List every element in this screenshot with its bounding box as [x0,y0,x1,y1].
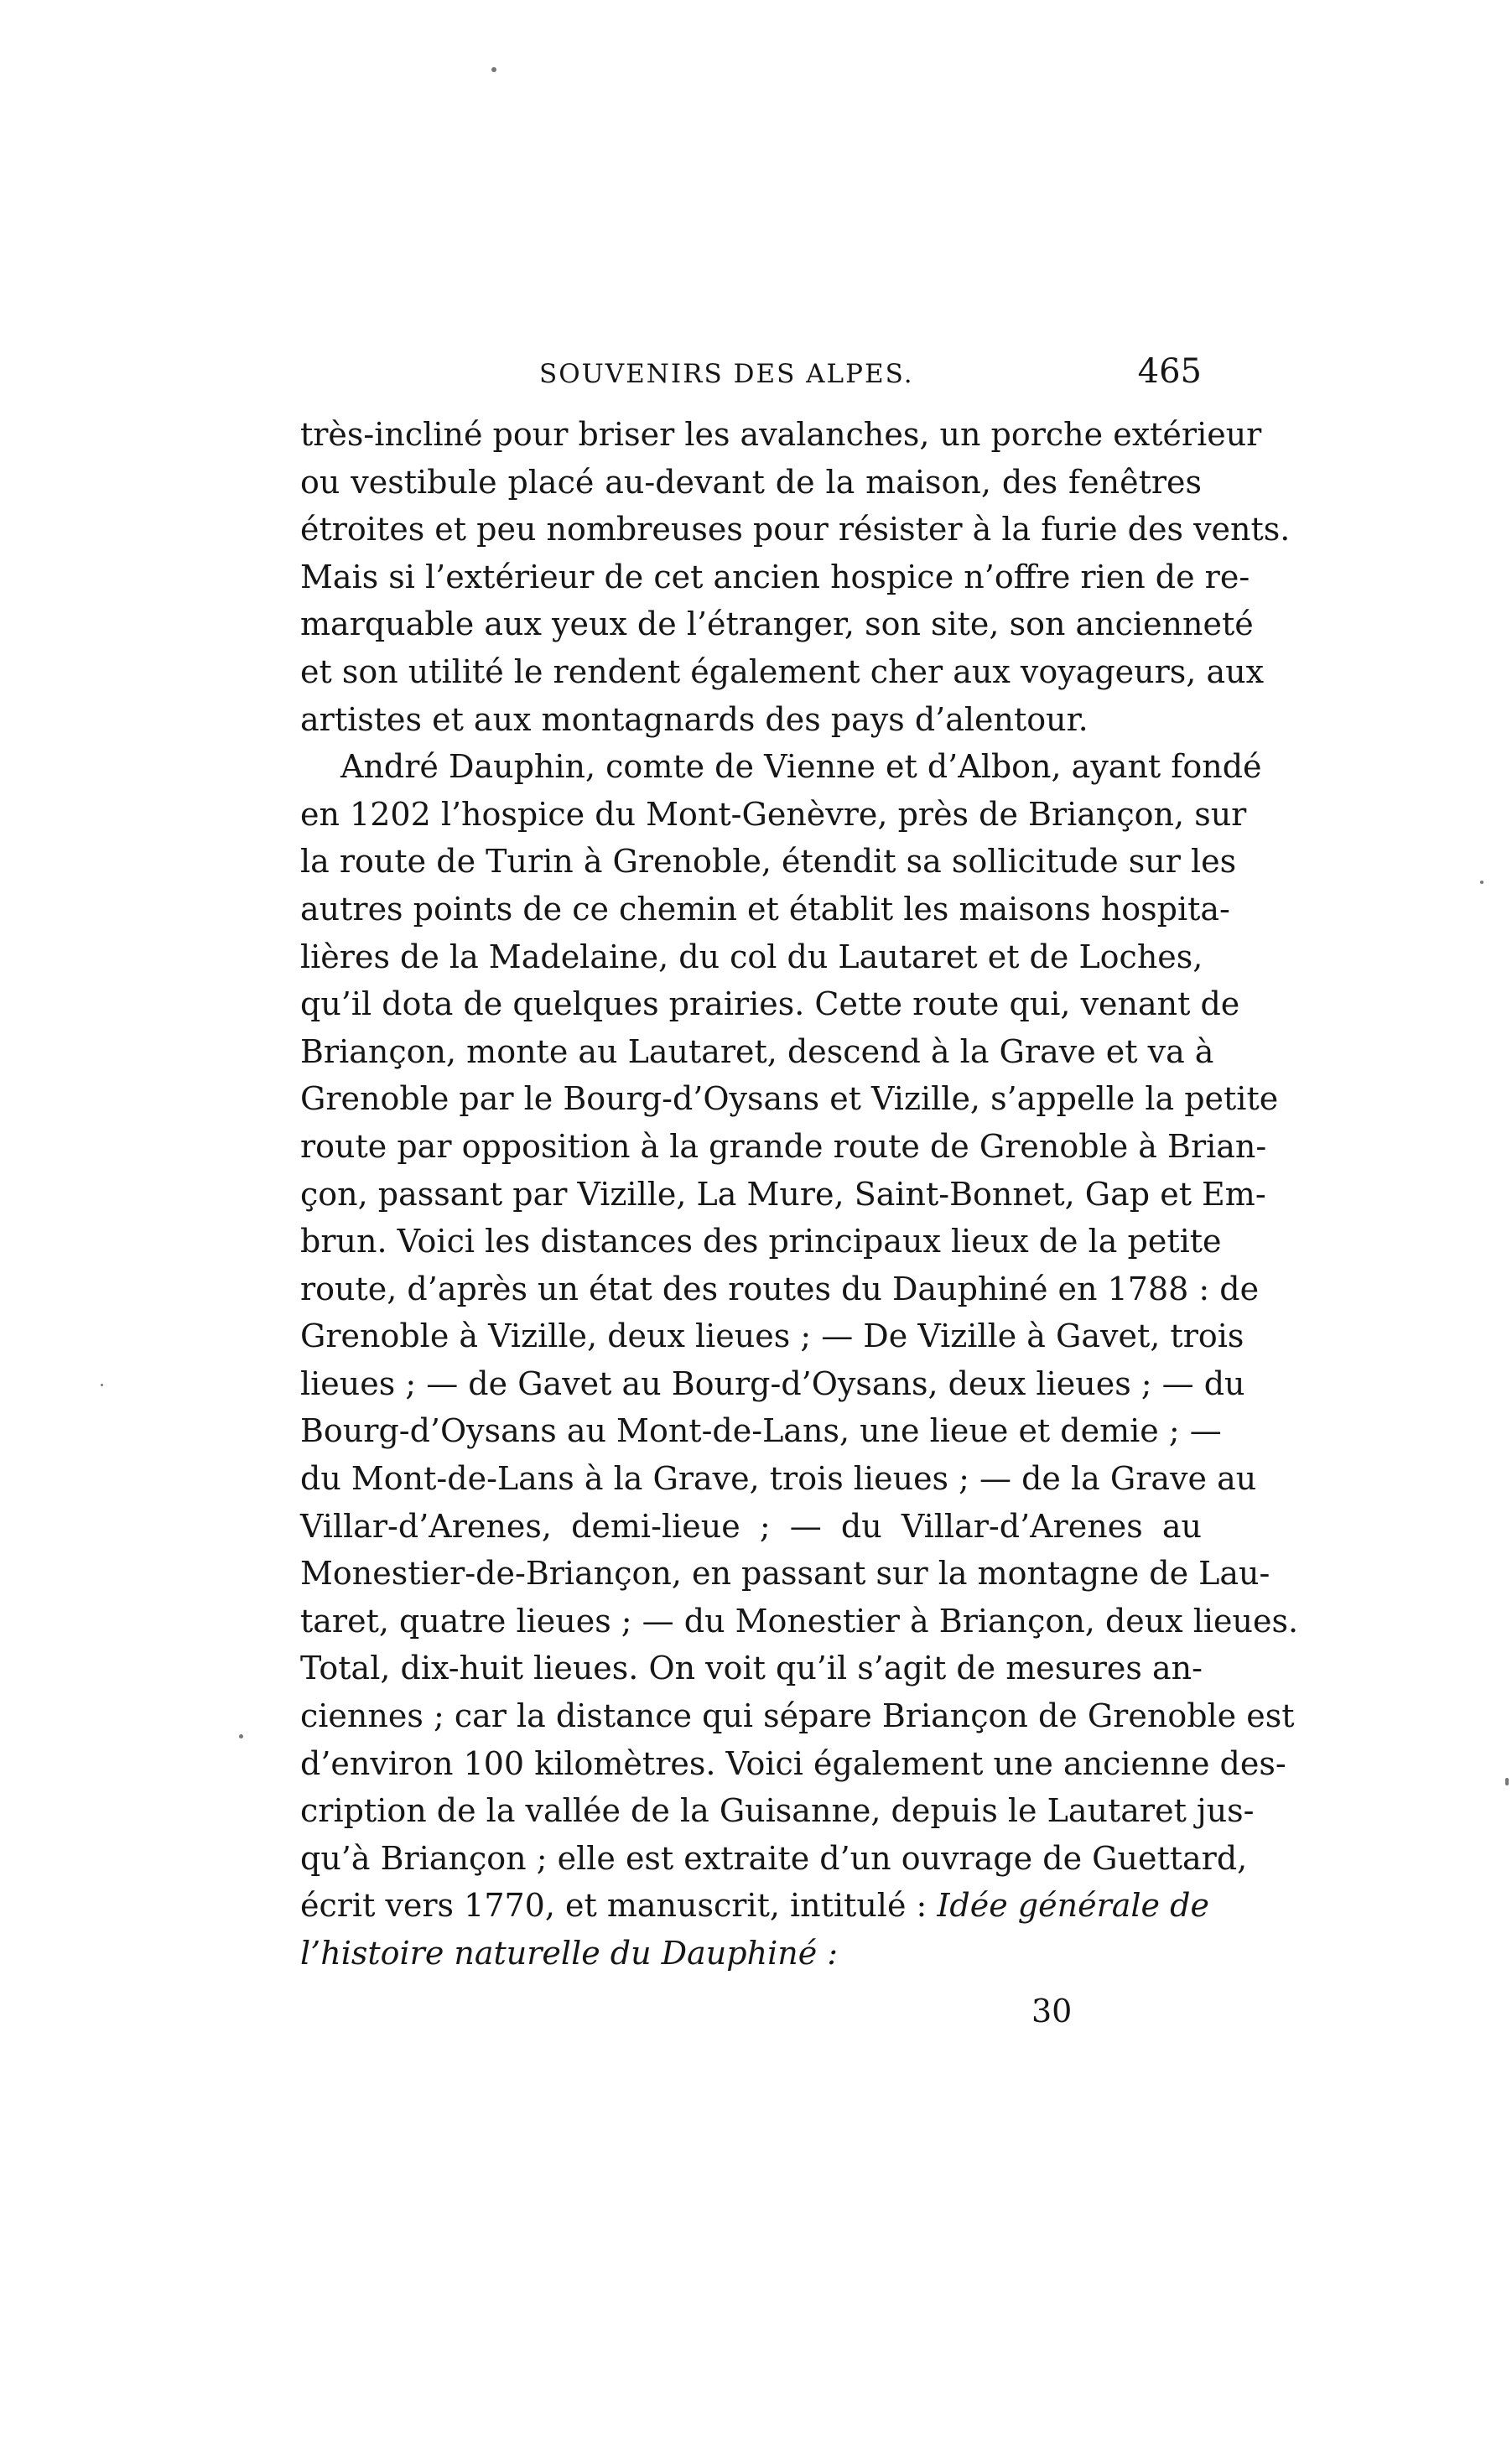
text-line: marquable aux yeux de l’étranger, son site, son ancienneté [300,605,1254,643]
text-line: lieues ; — de Gavet au Bourg-d’Oysans, deux lieues ; — du [300,1364,1245,1402]
text-line: Bourg-d’Oysans au Mont-de-Lans, une lieue et demie ; — [300,1412,1222,1450]
text-line: Mais si l’extérieur de cet ancien hospice n’offre rien de re- [300,558,1250,595]
running-title: SOUVENIRS DES ALPES. [539,359,914,389]
text-line: Grenoble à Vizille, deux lieues ; — De Vizille à Gavet, trois [300,1317,1244,1355]
text-line: artistes et aux montagnards des pays d’alentour. [300,700,1089,738]
paragraph-start: André Dauphin, comte de Vienne et d’Albon, ayant fondé [340,748,1262,786]
scan-speck [491,67,496,72]
text-line: étroites et peu nombreuses pour résister à la furie des vents. [300,511,1291,548]
scan-speck [1505,1778,1509,1785]
text-line: Villar-d’Arenes, demi-lieue ; — du Villar-d’Arenes au [300,1507,1202,1545]
text-line: et son utilité le rendent également cher aux voyageurs, aux [300,652,1265,690]
page-number: 465 [1137,352,1202,391]
text-line: qu’à Briançon ; elle est extraite d’un ouvrage de Guettard, [300,1839,1248,1877]
text-line: ou vestibule placé au-devant de la maison, des fenêtres [300,463,1202,501]
text-line: qu’il dota de quelques prairies. Cette route qui, venant de [300,985,1240,1023]
line-roman-part: écrit vers 1770, et manuscrit, intitulé : [300,1887,938,1925]
text-line: ciennes ; car la distance qui sépare Briançon de Grenoble est [300,1697,1295,1735]
text-line: Total, dix-huit lieues. On voit qu’il s’agit de mesures an- [300,1650,1203,1687]
scan-speck [239,1734,243,1738]
body-text [300,411,1299,1977]
text-line: route, d’après un état des routes du Dauphiné en 1788 : de [300,1270,1260,1307]
text-line: autres points de ce chemin et établit les maisons hospita- [300,890,1230,928]
text-line: d’environ 100 kilomètres. Voici également une ancienne des- [300,1744,1286,1782]
text-line: très-incliné pour briser les avalanches, un porche extérieur [300,416,1262,453]
text-line: Briançon, monte au Lautaret, descend à la Grave et va à [300,1032,1214,1070]
text-line: brun. Voici les distances des principaux lieux de la petite [300,1223,1222,1260]
text-line: çon, passant par Vizille, La Mure, Saint-Bonnet, Gap et Em- [300,1175,1266,1213]
scan-speck [1480,881,1483,884]
text-line [300,1882,1209,1930]
text-line: lières de la Madelaine, du col du Lautaret et de Loches, [300,938,1203,975]
text-line: cription de la vallée de la Guisanne, depuis le Lautaret jus- [300,1792,1255,1830]
text-line: Monestier-de-Briançon, en passant sur la montagne de Lau- [300,1555,1270,1593]
signature-mark: 30 [1031,1993,1073,2029]
text-line: taret, quatre lieues ; — du Monestier à Briançon, deux lieues. [300,1602,1299,1640]
book-title-part: Idée générale de [937,1887,1209,1925]
scan-speck [101,1384,103,1386]
text-line: Grenoble par le Bourg-d’Oysans et Vizille, s’appelle la petite [300,1080,1279,1118]
text-line [300,1930,1202,1977]
running-header [300,352,1202,403]
book-title-part: l’histoire naturelle du Dauphiné : [300,1935,839,1972]
text-line: la route de Turin à Grenoble, étendit sa sollicitude sur les [300,843,1237,881]
text-line: en 1202 l’hospice du Mont-Genèvre, près de Briançon, sur [300,795,1247,833]
text-line: route par opposition à la grande route de Grenoble à Brian- [300,1127,1267,1165]
text-line: du Mont-de-Lans à la Grave, trois lieues ; — de la Grave au [300,1460,1257,1498]
